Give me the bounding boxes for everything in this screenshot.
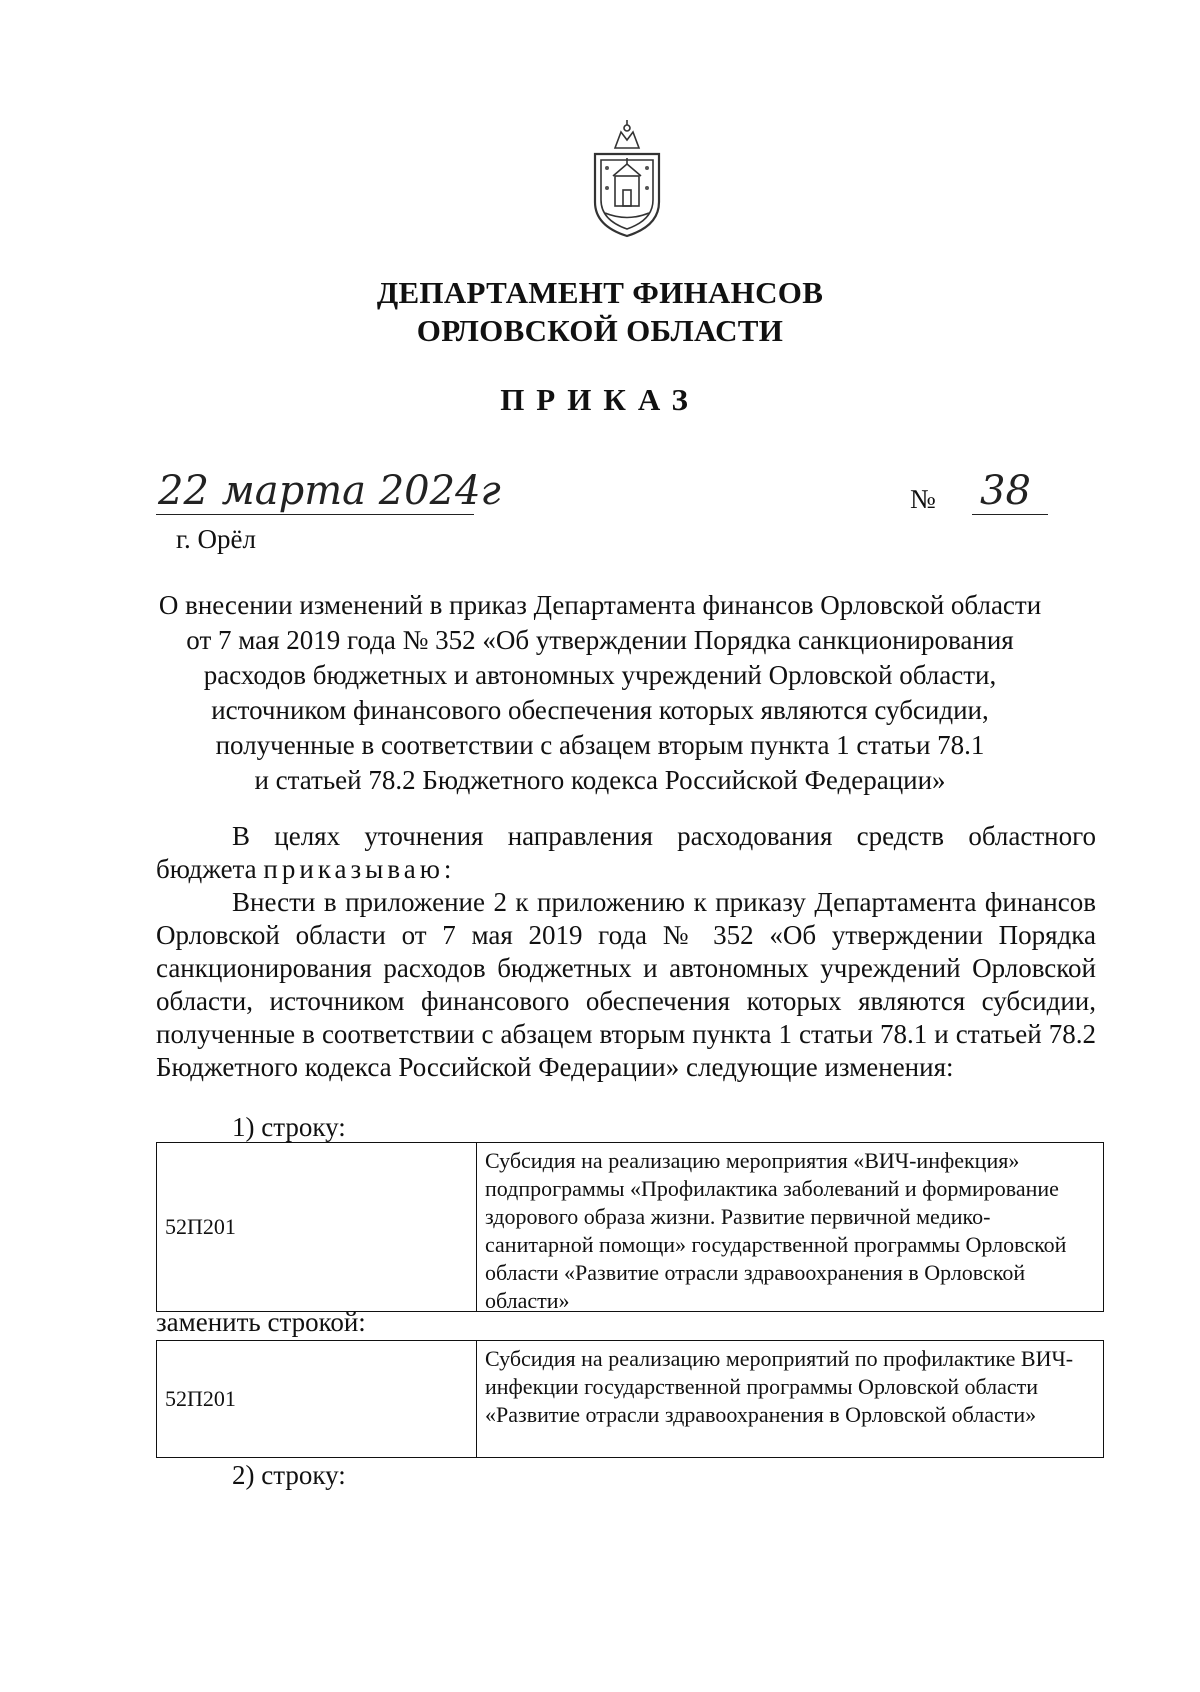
number-sign: № bbox=[910, 484, 936, 514]
org-name-line1: ДЕПАРТАМЕНТ ФИНАНСОВ bbox=[376, 275, 824, 310]
new-row-description: Субсидия на реализацию мероприятий по профилактике ВИЧ-инфекции государственной программы Орловской области «Развитие отрасли здравоохранения в Орловской области» bbox=[485, 1346, 1074, 1427]
org-name-line2: ОРЛОВСКОЙ ОБЛАСТИ bbox=[416, 313, 784, 348]
body-paragraph: Внести в приложение 2 к приложению к приказу Департамента финансов Орловской области от 7 мая 2019 года № 352 «Об утверждении Порядка санкционирования расходов бюджетных и автономных учреждений Орловской области, источником финансового обеспечения которых являются субсидии, полученные в соответствии с абзацем вторым пункта 1 статьи 78.1 и статьей 78.2 Бюджетного кодекса Российской Федерации» следующие изменения: bbox=[156, 887, 1096, 1082]
replace-label: заменить строкой: bbox=[156, 1307, 366, 1337]
coat-of-arms-icon bbox=[585, 118, 669, 240]
preamble-text: В целях уточнения направления расходования средств областного бюджета bbox=[156, 821, 1096, 884]
caption-line: полученные в соответствии с абзацем вторым пункта 1 статьи 78.1 bbox=[215, 730, 985, 760]
document-type: ПРИКАЗ bbox=[500, 382, 700, 417]
item2-label: 2) строку: bbox=[232, 1460, 346, 1490]
old-row-code: 52П201 bbox=[157, 1143, 477, 1311]
date-underline bbox=[156, 514, 474, 515]
new-row-code: 52П201 bbox=[157, 1341, 477, 1457]
new-row-table bbox=[156, 1340, 1104, 1458]
old-row-description: Субсидия на реализацию мероприятия «ВИЧ-инфекция» подпрограммы «Профилактика заболеваний и формирование здорового образа жизни. Развитие первичной медико-санитарной помощи» государственной программы Орловской области «Развитие отрасли здравоохранения в Орловской области» bbox=[485, 1148, 1067, 1313]
caption-line: и статьей 78.2 Бюджетного кодекса Российской Федерации» bbox=[254, 765, 946, 795]
caption-line: расходов бюджетных и автономных учреждений Орловской области, bbox=[203, 660, 997, 690]
city: г. Орёл bbox=[176, 524, 256, 554]
order-verb: приказываю: bbox=[263, 854, 456, 884]
document-caption bbox=[130, 588, 1070, 798]
handwritten-number: 38 bbox=[980, 468, 1031, 514]
old-row-table bbox=[156, 1142, 1104, 1312]
caption-line: источником финансового обеспечения которых являются субсидии, bbox=[211, 695, 989, 725]
number-underline bbox=[972, 514, 1048, 515]
caption-line: от 7 мая 2019 года № 352 «Об утверждении Порядка санкционирования bbox=[186, 625, 1014, 655]
caption-line: О внесении изменений в приказ Департамента финансов Орловской области bbox=[158, 590, 1042, 620]
handwritten-date: 22 марта 2024г bbox=[158, 468, 501, 514]
item1-label: 1) строку: bbox=[232, 1112, 346, 1142]
preamble-paragraph bbox=[156, 820, 1096, 886]
